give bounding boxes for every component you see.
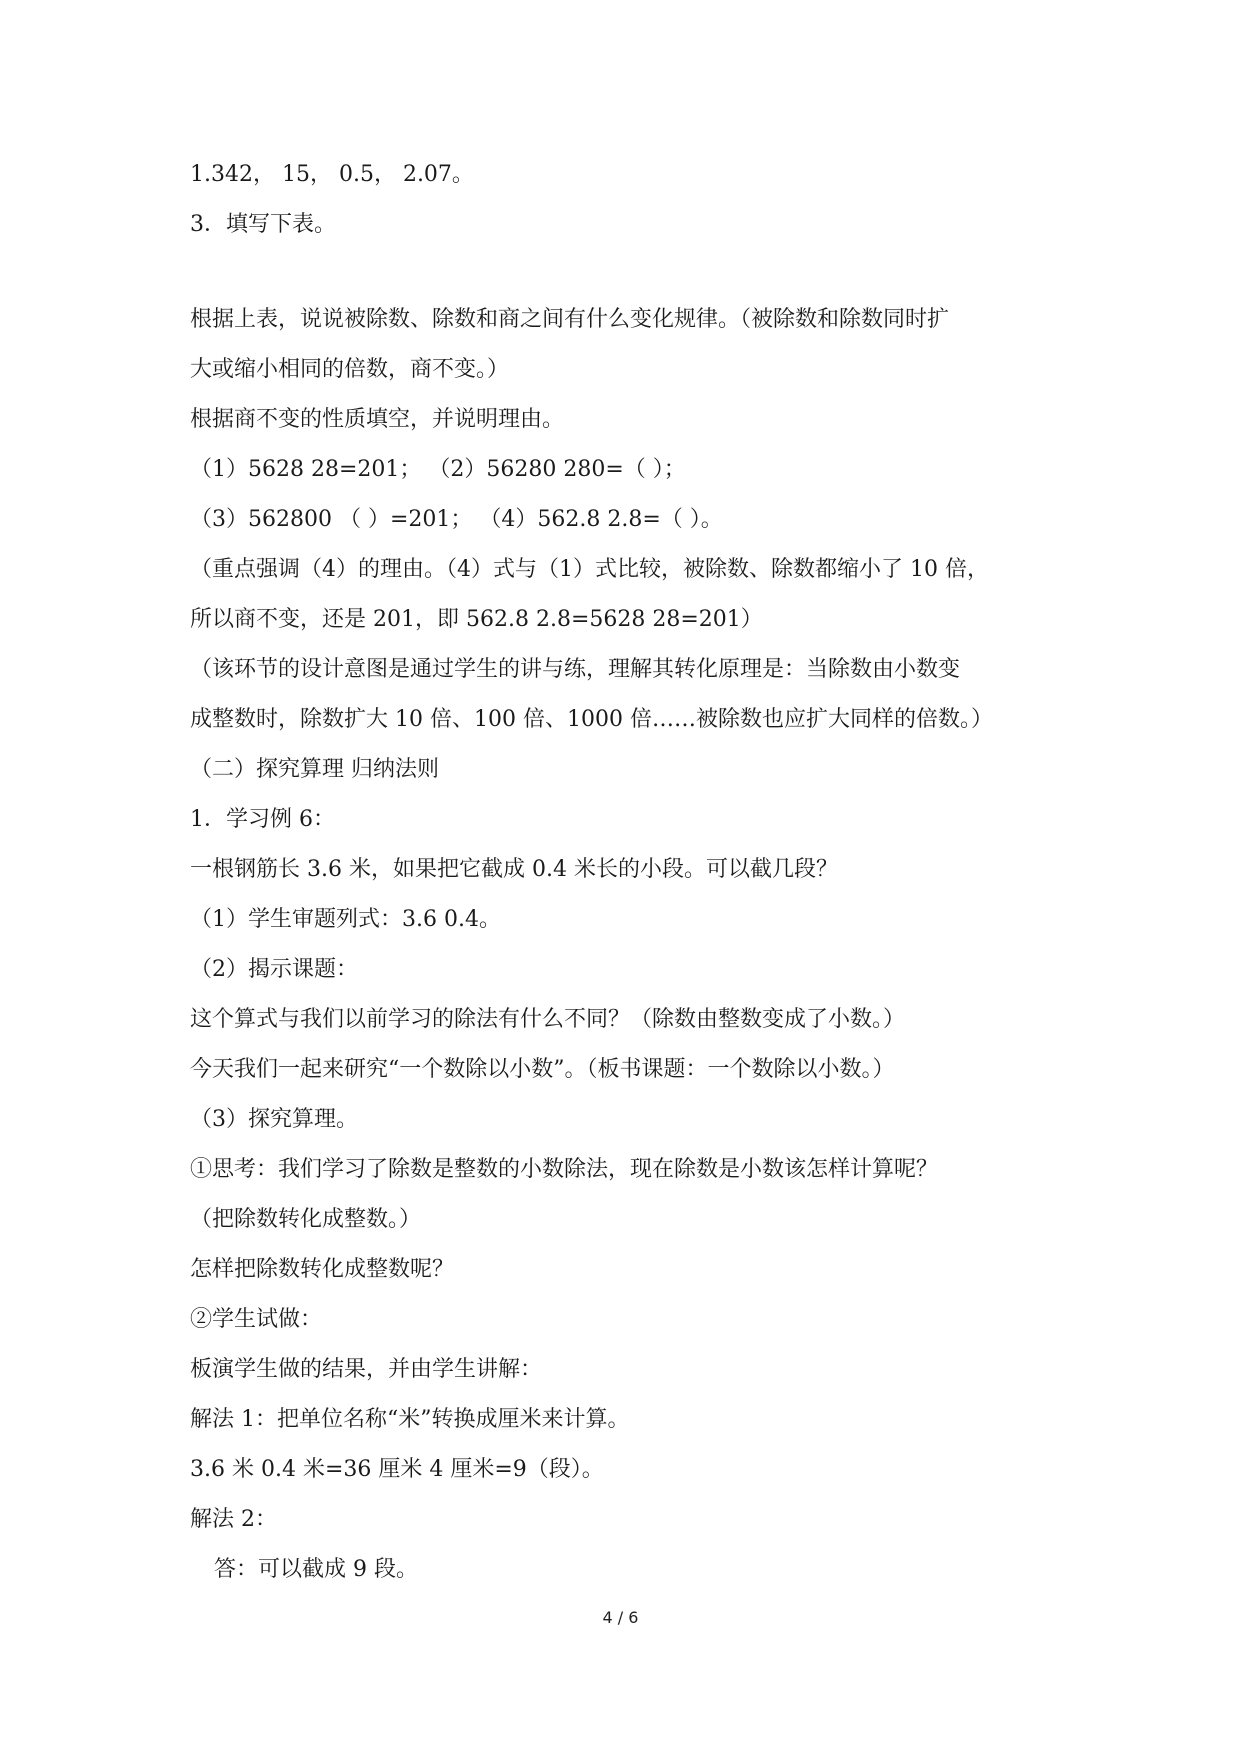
text-line-15: （1）学生审题列式：3.6 0.4。 [190, 907, 501, 932]
text-line-5: 根据商不变的性质填空，并说明理由。 [190, 407, 565, 432]
text-line-4: 大或缩小相同的倍数，商不变。） [190, 357, 510, 382]
text-line-22: 怎样把除数转化成整数呢？ [190, 1257, 455, 1282]
text-line-10: （该环节的设计意图是通过学生的讲与练，理解其转化原理是：当除数由小数变 [190, 657, 961, 682]
page-number: 4 / 6 [602, 1608, 639, 1627]
text-line-2: 3．填写下表。 [190, 212, 336, 237]
text-line-1: 1.342， 15， 0.5， 2.07。 [190, 162, 474, 187]
text-line-14: 一根钢筋长 3.6 米，如果把它截成 0.4 米长的小段。可以截几段？ [190, 857, 838, 882]
text-line-16: （2）揭示课题： [190, 957, 358, 982]
text-line-21: （把除数转化成整数。） [190, 1207, 422, 1232]
text-line-17: 这个算式与我们以前学习的除法有什么不同？（除数由整数变成了小数。） [190, 1007, 906, 1032]
text-line-18: 今天我们一起来研究“一个数除以小数”。（板书课题：一个数除以小数。） [190, 1057, 895, 1082]
text-line-8: （重点强调（4）的理由。（4）式与（1）式比较，被除数、除数都缩小了 10 倍， [190, 557, 989, 582]
answer-line: 答：可以截成 9 段。 [214, 1557, 418, 1582]
text-line-27: 解法 2： [190, 1507, 277, 1532]
text-line-24: 板演学生做的结果，并由学生讲解： [190, 1357, 543, 1382]
text-line-7: （3）562800 （ ）=201； （4）562.8 2.8=（ ）。 [190, 507, 723, 532]
text-line-6: （1）5628 28=201； （2）56280 280=（ ）； [190, 457, 686, 482]
text-line-19: （3）探究算理。 [190, 1107, 358, 1132]
text-line-25: 解法 1：把单位名称“米”转换成厘米来计算。 [190, 1407, 630, 1432]
text-line-11: 成整数时，除数扩大 10 倍、100 倍、1000 倍……被除数也应扩大同样的倍数。） [190, 707, 993, 732]
text-line-9: 所以商不变，还是 201，即 562.8 2.8=5628 28=201） [190, 607, 763, 632]
text-line-23: ②学生试做： [190, 1307, 323, 1332]
text-line-3: 根据上表，说说被除数、除数和商之间有什么变化规律。（被除数和除数同时扩 [190, 307, 950, 332]
text-line-26: 3.6 米 0.4 米=36 厘米 4 厘米=9（段）。 [190, 1457, 604, 1482]
text-line-20: ①思考：我们学习了除数是整数的小数除法，现在除数是小数该怎样计算呢？ [190, 1157, 939, 1182]
section-heading: （二）探究算理 归纳法则 [190, 757, 439, 782]
text-line-13: 1．学习例 6： [190, 807, 335, 832]
